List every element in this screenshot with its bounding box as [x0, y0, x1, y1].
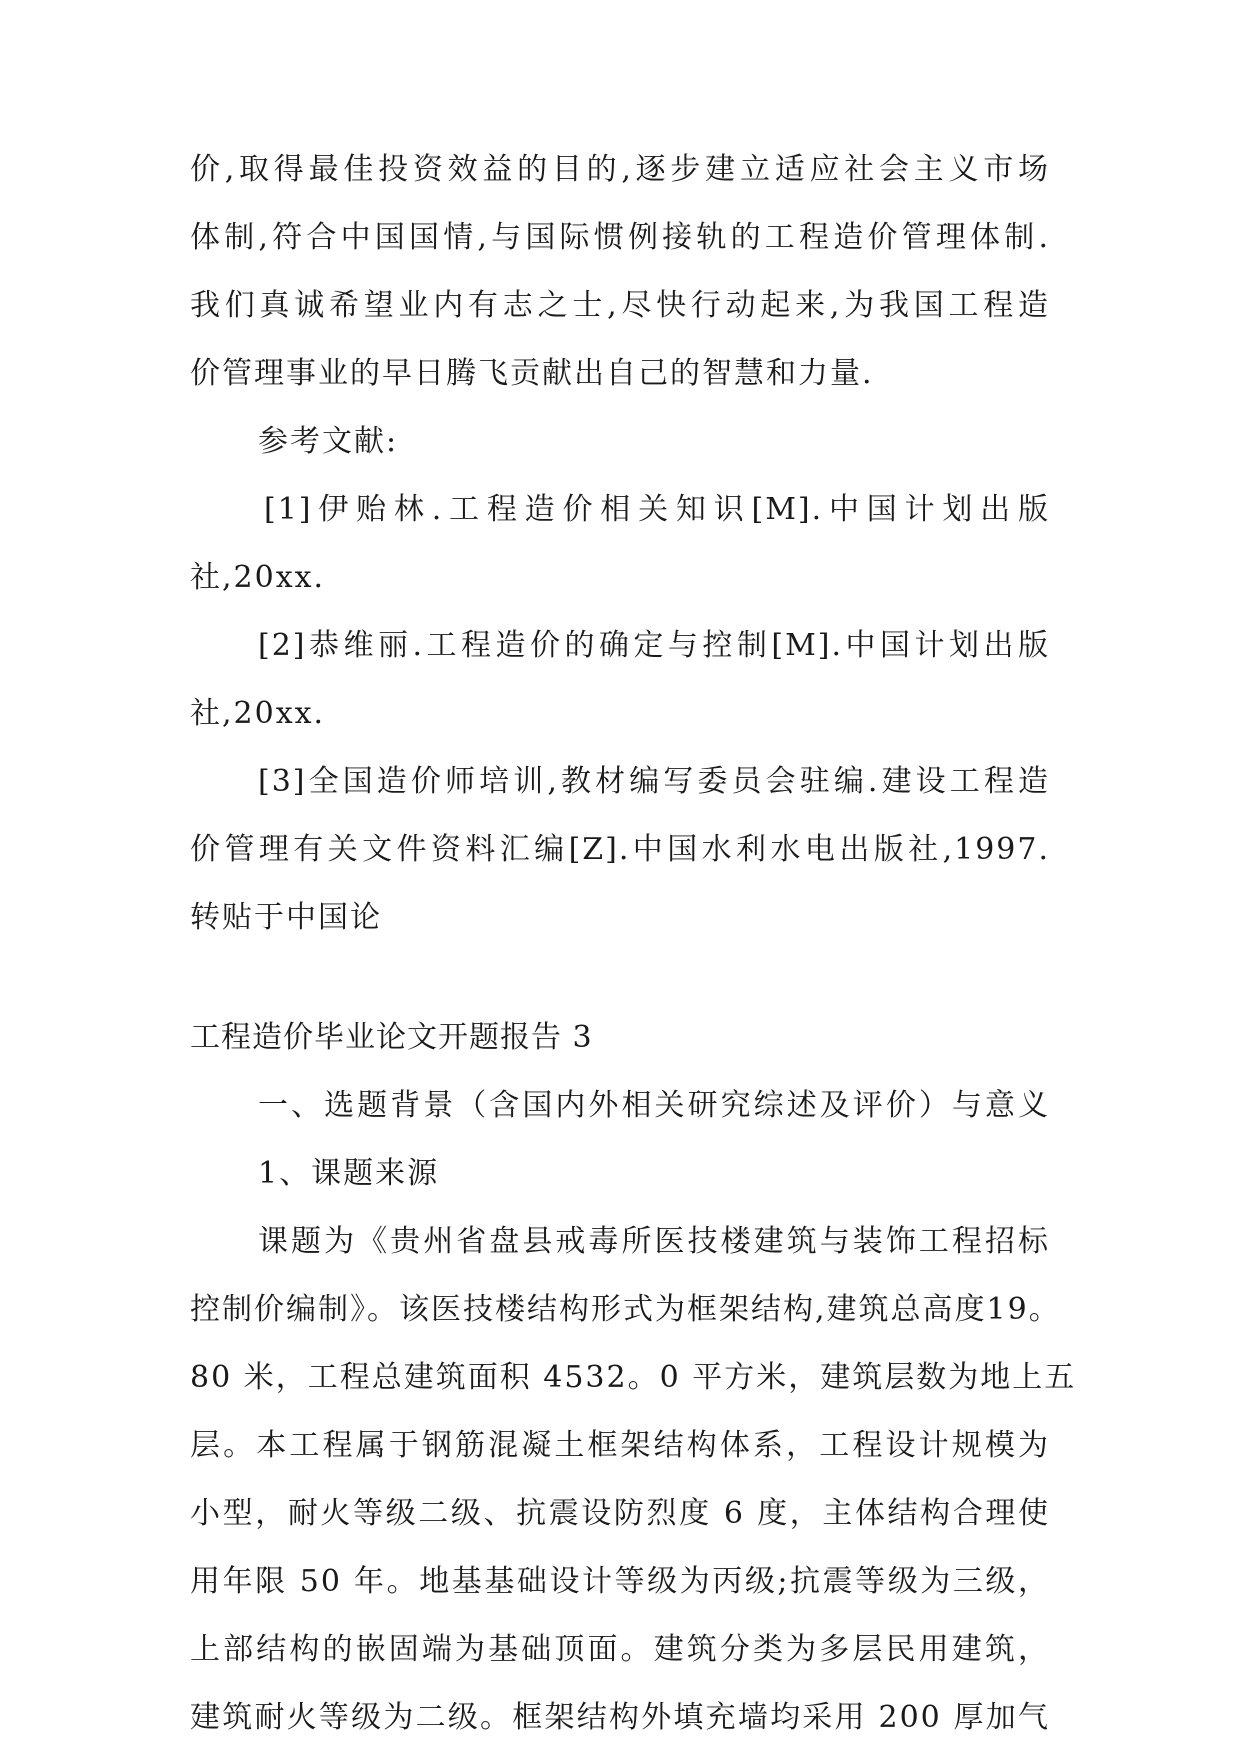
body-line: 小型，耐火等级二级、抗震设防烈度 6 度，主体结构合理使 — [190, 1496, 1050, 1531]
item-title: 1、课题来源 — [258, 1156, 440, 1191]
reference-item-3-cont: 价管理有关文件资料汇编[Z].中国水利水电出版社,1997. — [190, 832, 1050, 867]
body-line: 层。本工程属于钢筋混凝土框架结构体系，工程设计规模为 — [190, 1428, 1050, 1463]
body-line: 控制价编制》。该医技楼结构形式为框架结构,建筑总高度19。 — [190, 1292, 1061, 1327]
section-subheading: 一、选题背景（含国内外相关研究综述及评价）与意义 — [258, 1088, 1050, 1123]
paragraph-line: 价,取得最佳投资效益的目的,逐步建立适应社会主义市场 — [190, 152, 1050, 187]
body-line: 上部结构的嵌固端为基础顶面。建筑分类为多层民用建筑， — [190, 1632, 1050, 1667]
section-heading: 工程造价毕业论文开题报告 3 — [190, 1020, 593, 1055]
reference-item-1: [1]伊贻林.工程造价相关知识[M].中国计划出版 — [264, 492, 1050, 527]
paragraph-line: 体制,符合中国国情,与国际惯例接轨的工程造价管理体制. — [190, 220, 1050, 255]
body-line: 80 米，工程总建筑面积 4532。0 平方米，建筑层数为地上五 — [190, 1360, 1077, 1395]
reference-item-1-cont: 社,20xx. — [190, 560, 326, 595]
body-line: 建筑耐火等级为二级。框架结构外填充墙均采用 200 厚加气 — [190, 1700, 1050, 1735]
references-title: 参考文献: — [258, 424, 399, 459]
body-line: 课题为《贵州省盘县戒毒所医技楼建筑与装饰工程招标 — [258, 1224, 1050, 1259]
reference-item-2: [2]恭维丽.工程造价的确定与控制[M].中国计划出版 — [258, 628, 1050, 663]
reference-item-3-cont2: 转贴于中国论 — [190, 900, 382, 935]
reference-item-2-cont: 社,20xx. — [190, 696, 326, 731]
paragraph-line: 我们真诚希望业内有志之士,尽快行动起来,为我国工程造 — [190, 288, 1050, 323]
paragraph-line: 价管理事业的早日腾飞贡献出自己的智慧和力量. — [190, 356, 874, 391]
body-line: 用年限 50 年。地基基础设计等级为丙级;抗震等级为三级， — [190, 1564, 1050, 1599]
reference-item-3: [3]全国造价师培训,教材编写委员会驻编.建设工程造 — [258, 764, 1050, 799]
